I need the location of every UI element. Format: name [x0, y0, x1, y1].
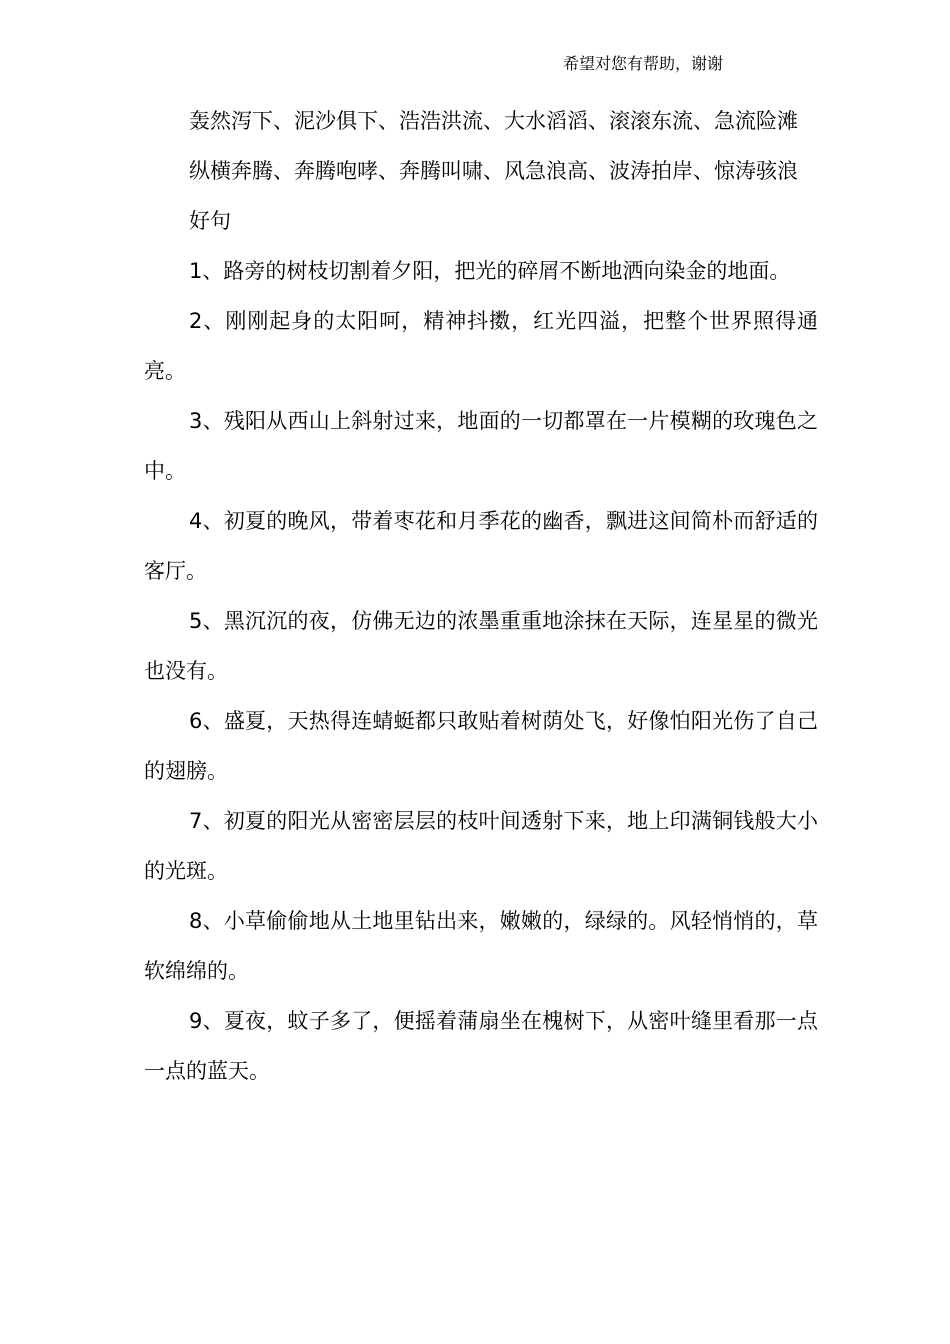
- sentence-item-8: 8、小草偷偷地从土地里钻出来，嫩嫩的，绿绿的。风轻悄悄的，草软绵绵的。: [144, 909, 818, 983]
- paragraph-water-idioms-1: 轰然泻下、泥沙俱下、浩浩洪流、大水滔滔、滚滚东流、急流险滩: [189, 109, 798, 133]
- sentence-item-4: 4、初夏的晚风，带着枣花和月季花的幽香，飘进这间简朴而舒适的客厅。: [144, 509, 818, 583]
- sentence-item-6: 6、盛夏，天热得连蜻蜓都只敢贴着树荫处飞，好像怕阳光伤了自己的翅膀。: [144, 709, 818, 783]
- sentence-item-7: 7、初夏的阳光从密密层层的枝叶间透射下来，地上印满铜钱般大小的光斑。: [144, 809, 818, 883]
- section-heading-good-sentences: 好句: [189, 209, 231, 233]
- sentence-item-5: 5、黑沉沉的夜，仿佛无边的浓墨重重地涂抹在天际，连星星的微光也没有。: [144, 609, 818, 683]
- sentence-item-2: 2、刚刚起身的太阳呵，精神抖擞，红光四溢，把整个世界照得通亮。: [144, 309, 818, 383]
- document-body: [144, 96, 818, 1096]
- sentence-item-1: 1、路旁的树枝切割着夕阳，把光的碎屑不断地洒向染金的地面。: [189, 259, 791, 283]
- sentence-item-9: 9、夏夜，蚊子多了，便摇着蒲扇坐在槐树下，从密叶缝里看那一点一点的蓝天。: [144, 1009, 818, 1083]
- sentence-item-3: 3、残阳从西山上斜射过来，地面的一切都罩在一片模糊的玫瑰色之中。: [144, 409, 818, 483]
- page-header: 希望对您有帮助，谢谢: [563, 54, 724, 73]
- paragraph-water-idioms-2: 纵横奔腾、奔腾咆哮、奔腾叫啸、风急浪高、波涛拍岸、惊涛骇浪: [189, 159, 798, 183]
